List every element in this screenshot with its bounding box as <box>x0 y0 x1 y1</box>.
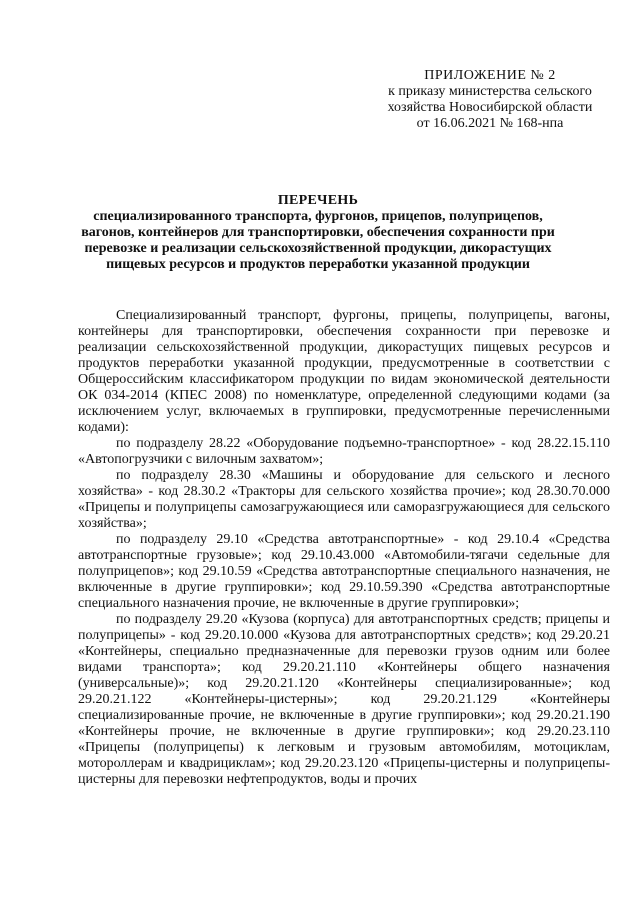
heading-title: ПЕРЕЧЕНЬ <box>277 193 359 208</box>
appendix-ministry-line: хозяйства Новосибирской области <box>387 100 593 115</box>
heading-line-4: пищевых ресурсов и продуктов переработки указанной продукции <box>106 257 530 272</box>
body-paragraph-28-30: по подразделу 28.30 «Машины и оборудование для сельского и лесного хозяйства» - код 28.30.2 «Тракторы для сельского хозяйства прочие»; код 28.30.70.000 «Прицепы и полуприцепы самозагружающиеся или саморазгружающиеся для сельского хозяйства»; <box>78 468 610 531</box>
heading-line-2: вагонов, контейнеров для транспортировки, обеспечения сохранности при <box>81 225 555 240</box>
appendix-order-line: к приказу министерства сельского <box>388 84 592 99</box>
body-paragraph-29-10: по подразделу 29.10 «Средства автотранспортные» - код 29.10.4 «Средства автотранспортные грузовые»; код 29.10.43.000 «Автомобили-тягачи седельные для полуприцепов»; код 29.10.59 «Средства автотранспортные специального назначения, не включенные в другие группировки»; код 29.10.59.390 «Средства автотранспортные специального назначения прочие, не включенные в другие группировки»; <box>78 532 610 611</box>
document-body <box>78 308 610 788</box>
heading-line-1: специализированного транспорта, фургонов, прицепов, полуприцепов, <box>93 209 543 224</box>
body-paragraph-intro: Специализированный транспорт, фургоны, прицепы, полуприцепы, вагоны, контейнеры для транспортировки, обеспечения сохранности при перевозке и реализации сельскохозяйственной продукции, дикорастущих пищевых ресурсов и продуктов переработки указанной продукции, предусмотренные в соответствии с Общероссийским классификатором продукции по видам экономической деятельности ОК 034-2014 (КПЕС 2008) по номенклатуре, определенной следующими кодами (за исключением услуг, включаемых в группировки, предусмотренные перечисленными кодами): <box>78 308 610 435</box>
body-paragraph-28-22: по подразделу 28.22 «Оборудование подъемно-транспортное» - код 28.22.15.110 «Автопогрузчики с вилочным захватом»; <box>78 436 610 467</box>
appendix-date-line: от 16.06.2021 № 168-нпа <box>416 116 564 131</box>
heading-line-3: перевозке и реализации сельскохозяйственной продукции, дикорастущих <box>84 241 552 256</box>
appendix-title: ПРИЛОЖЕНИЕ № 2 <box>424 68 556 83</box>
body-paragraph-29-20: по подразделу 29.20 «Кузова (корпуса) для автотранспортных средств; прицепы и полуприцепы» - код 29.20.10.000 «Кузова для автотранспортных средств»; код 29.20.21 «Контейнеры, специально предназначенные для перевозки грузов одним или более видами транспорта»; код 29.20.21.110 «Контейнеры общего назначения (универсальные)»; код 29.20.21.120 «Контейнеры специализированные»; код 29.20.21.122 «Контейнеры-цистерны»; код 29.20.21.129 «Контейнеры специализированные прочие, не включенные в другие группировки»; код 29.20.21.190 «Контейнеры прочие, не включенные в другие группировки»; код 29.20.23.110 «Прицепы (полуприцепы) к легковым и грузовым автомобилям, мотоциклам, мотороллерам и квадрициклам»; код 29.20.23.120 «Прицепы-цистерны и полуприцепы-цистерны для перевозки нефтепродуктов, воды и прочих <box>78 612 610 787</box>
document-heading <box>78 193 558 273</box>
appendix-block <box>360 68 620 132</box>
